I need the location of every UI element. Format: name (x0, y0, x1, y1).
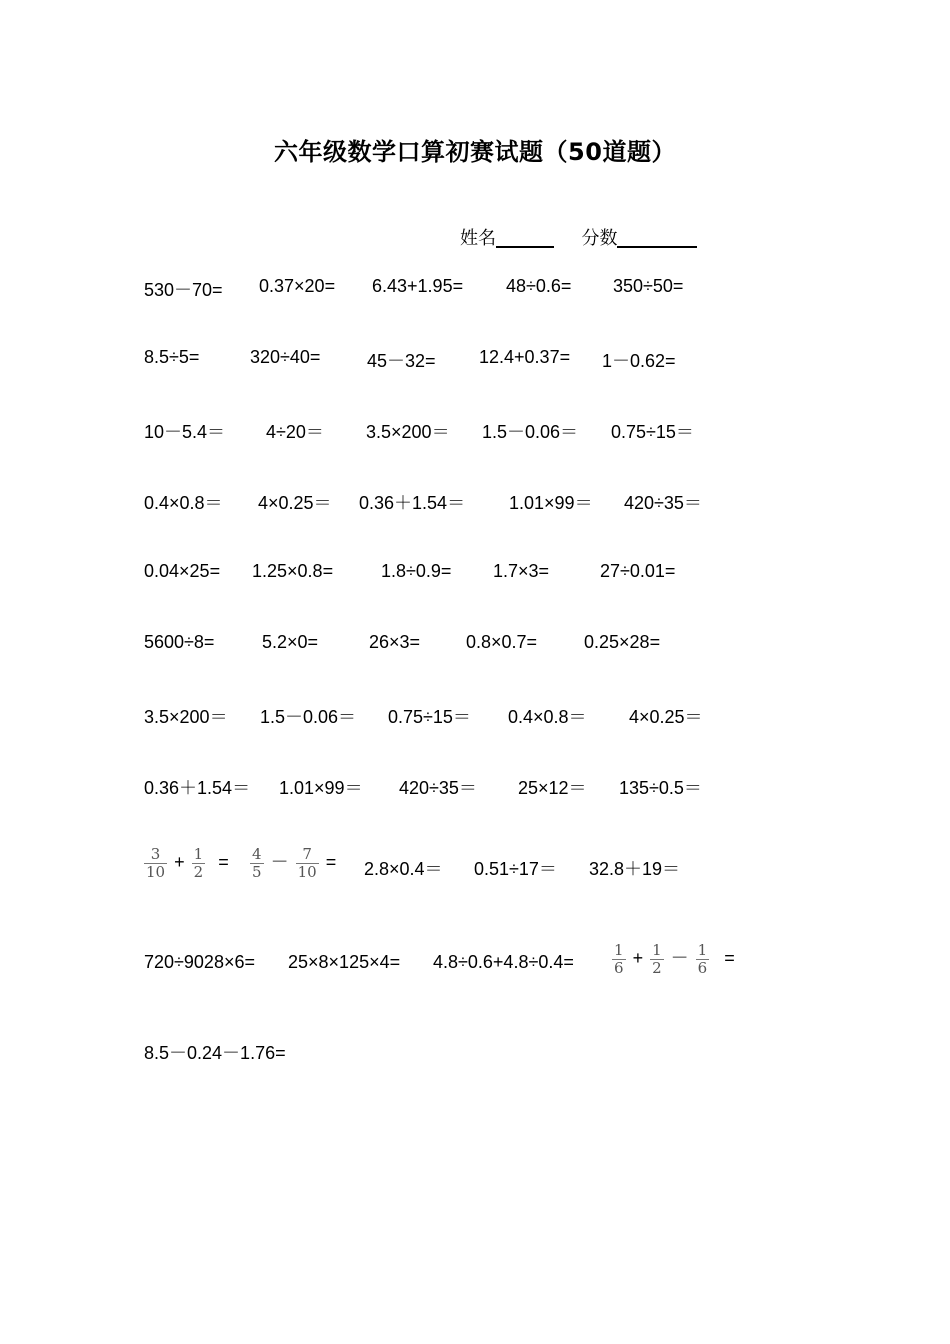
problem: 6.43+1.95= (372, 276, 464, 296)
problem: 45－32= (367, 351, 436, 371)
fraction-problem: $\frac{1}{6}$ + $\frac{1}{2}$ － $\frac{1}{6}$ = (614, 941, 735, 977)
name-label: 姓名 (460, 228, 496, 249)
fraction: $\frac{1}{2}$ (652, 941, 662, 977)
problem: 420÷35＝ (624, 493, 702, 513)
problem: 48÷0.6= (506, 276, 572, 296)
score-label: 分数 (581, 228, 618, 249)
page-title: 六年级数学口算初赛试题（50道题） (274, 138, 676, 166)
problem: 0.75÷15＝ (388, 707, 471, 727)
problem: 1.01×99＝ (279, 778, 363, 798)
problem: 32.8＋19＝ (589, 859, 681, 879)
fraction: $\frac{3}{10}$ (146, 845, 166, 881)
problem: 4×0.25＝ (629, 707, 703, 727)
problem: 3.5×200＝ (366, 422, 450, 442)
problem: 530－70= (144, 280, 223, 300)
problem: 0.25×28= (584, 632, 661, 652)
problem: 135÷0.5＝ (619, 778, 702, 798)
problem: 1.5－0.06＝ (482, 422, 579, 442)
problem: 0.36＋1.54＝ (144, 778, 251, 798)
fraction: $\frac{1}{2}$ (193, 845, 204, 881)
problem: 12.4+0.37= (479, 347, 571, 367)
problem: 0.4×0.8＝ (508, 707, 587, 727)
problem: 4÷20＝ (266, 422, 324, 442)
problem: 720÷9028×6= (144, 952, 255, 972)
problem: 26×3= (369, 632, 421, 652)
header-fields (460, 224, 697, 250)
fraction: $\frac{1}{6}$ (614, 941, 624, 977)
problem: 27÷0.01= (600, 561, 676, 581)
problem: 5.2×0= (262, 632, 319, 652)
problem: 0.51÷17＝ (474, 859, 557, 879)
problem: 2.8×0.4＝ (364, 859, 443, 879)
problem: 1.01×99＝ (509, 493, 593, 513)
problem: 3.5×200＝ (144, 707, 228, 727)
problem: 1.5－0.06＝ (260, 707, 357, 727)
problem: 0.8×0.7= (466, 632, 538, 652)
problem: 25×12＝ (518, 778, 587, 798)
fraction: $\frac{1}{6}$ (697, 941, 708, 977)
problem: 0.75÷15＝ (611, 422, 694, 442)
problem: 0.36＋1.54＝ (359, 493, 466, 513)
problem: 1.25×0.8= (252, 561, 334, 581)
fraction-problem: $\frac{4}{5}$ － $\frac{7}{10}$ = (252, 845, 337, 881)
fraction-problem: $\frac{3}{10}$ + $\frac{1}{2}$ = (146, 845, 229, 881)
problem: 4.8÷0.6+4.8÷0.4= (433, 952, 574, 972)
fraction: $\frac{7}{10}$ (297, 845, 317, 881)
problem: 8.5÷5= (144, 347, 200, 367)
problem: 8.5－0.24－1.76= (144, 1043, 286, 1063)
problem: 25×8×125×4= (288, 952, 401, 972)
problem: 1.8÷0.9= (381, 561, 452, 581)
problem: 10－5.4＝ (144, 422, 226, 442)
problem: 5600÷8= (144, 632, 215, 652)
problem: 0.4×0.8＝ (144, 493, 223, 513)
problem: 4×0.25＝ (258, 493, 332, 513)
problem: 1－0.62= (602, 351, 676, 371)
name-blank[interactable] (496, 228, 554, 248)
problem: 0.37×20= (259, 276, 336, 296)
score-blank[interactable] (617, 228, 697, 248)
problem: 420÷35＝ (399, 778, 477, 798)
fraction: $\frac{4}{5}$ (252, 845, 262, 881)
problem: 0.04×25= (144, 561, 221, 581)
problem: 320÷40= (250, 347, 321, 367)
problem: 350÷50= (613, 276, 684, 296)
problem: 1.7×3= (493, 561, 550, 581)
